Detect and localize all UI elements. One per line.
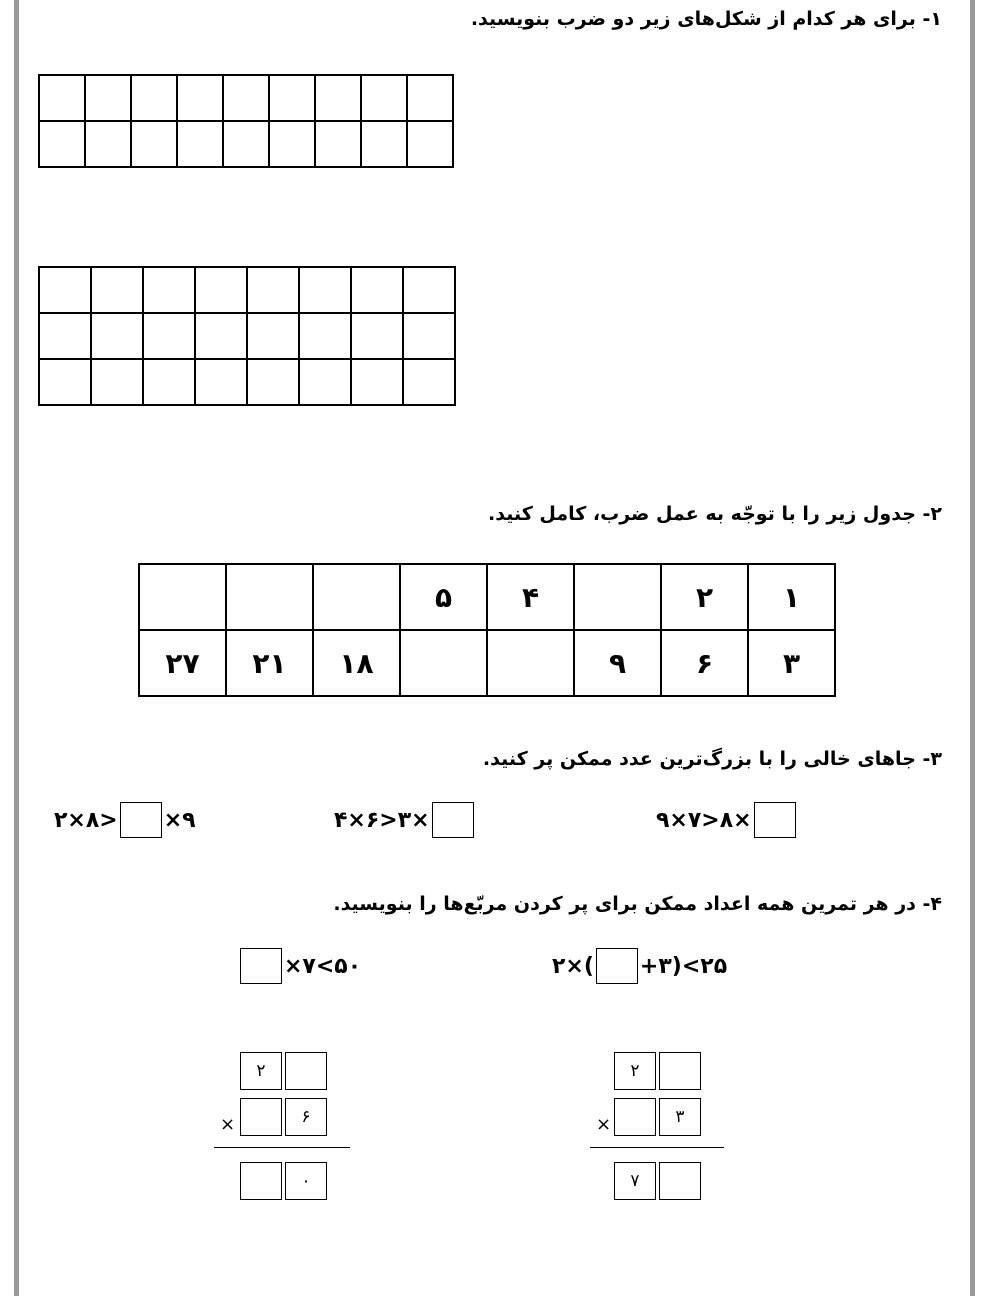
table-cell: ۱ (748, 564, 835, 630)
vertical-multiplication-left (214, 1052, 354, 1212)
table-cell: ۱۸ (313, 630, 400, 696)
grid-2x9 (38, 74, 454, 168)
table-cell[interactable] (313, 564, 400, 630)
question-2-title: ۲- جدول زیر را با توجّه به عمل ضرب، کامل کنید. (488, 503, 942, 525)
answer-box[interactable] (120, 802, 162, 838)
table-cell: ۴ (487, 564, 574, 630)
answer-box[interactable] (754, 802, 796, 838)
digit-box[interactable] (614, 1098, 656, 1136)
digit-box: ۷ (614, 1162, 656, 1200)
inequality-text: +۳)<۲۵ (639, 953, 728, 979)
digit-box[interactable] (285, 1052, 327, 1090)
inequality-text: ×۷<۵۰ (284, 953, 362, 979)
table-cell: ۶ (661, 630, 748, 696)
left-margin-bar (14, 0, 19, 1296)
table-row-top (139, 564, 835, 630)
digit-box: ۲ (614, 1052, 656, 1090)
times-sign: × (596, 1114, 612, 1135)
answer-box[interactable] (596, 948, 638, 984)
multiplication-table (138, 563, 836, 697)
table-cell[interactable] (226, 564, 313, 630)
inequality-2 (334, 802, 476, 838)
inequality-5 (238, 948, 361, 984)
inequality-text: ۴×۶>۳× (334, 807, 430, 833)
grid-3x8 (38, 266, 456, 406)
question-4-title: ۴- در هر تمرین همه اعداد ممکن برای پر کردن مربّع‌ها را بنویسید. (333, 893, 942, 915)
inequality-text: ×۹ (163, 807, 196, 833)
table-cell: ۲۱ (226, 630, 313, 696)
table-cell: ۲ (661, 564, 748, 630)
table-cell: ۳ (748, 630, 835, 696)
table-row-bottom (139, 630, 835, 696)
result-line (590, 1147, 724, 1148)
table-cell[interactable] (574, 564, 661, 630)
answer-box[interactable] (432, 802, 474, 838)
digit-box: ۰ (285, 1162, 327, 1200)
table-cell: ۲۷ (139, 630, 226, 696)
question-1-title: ۱- برای هر کدام از شکل‌های زیر دو ضرب بنویسید. (470, 8, 942, 30)
inequality-text: ۲×۸> (54, 807, 118, 833)
answer-box[interactable] (240, 948, 282, 984)
inequality-1 (656, 802, 798, 838)
times-sign: × (220, 1114, 236, 1135)
digit-box[interactable] (659, 1162, 701, 1200)
digit-box: ۲ (240, 1052, 282, 1090)
question-3-title: ۳- جاهای خالی را با بزرگ‌ترین عدد ممکن پر کنید. (482, 748, 942, 770)
table-cell[interactable] (139, 564, 226, 630)
inequality-text: ۲×( (552, 953, 594, 979)
digit-box[interactable] (659, 1052, 701, 1090)
table-cell[interactable] (487, 630, 574, 696)
digit-box: ۳ (659, 1098, 701, 1136)
inequality-4 (552, 948, 727, 984)
vertical-multiplication-right (590, 1052, 730, 1212)
right-margin-bar (970, 0, 975, 1296)
result-line (214, 1147, 350, 1148)
inequality-text: ۹×۷>۸× (656, 807, 752, 833)
table-cell[interactable] (400, 630, 487, 696)
table-cell: ۹ (574, 630, 661, 696)
table-cell: ۵ (400, 564, 487, 630)
digit-box: ۶ (285, 1098, 327, 1136)
digit-box[interactable] (240, 1098, 282, 1136)
inequality-3 (54, 802, 196, 838)
digit-box[interactable] (240, 1162, 282, 1200)
